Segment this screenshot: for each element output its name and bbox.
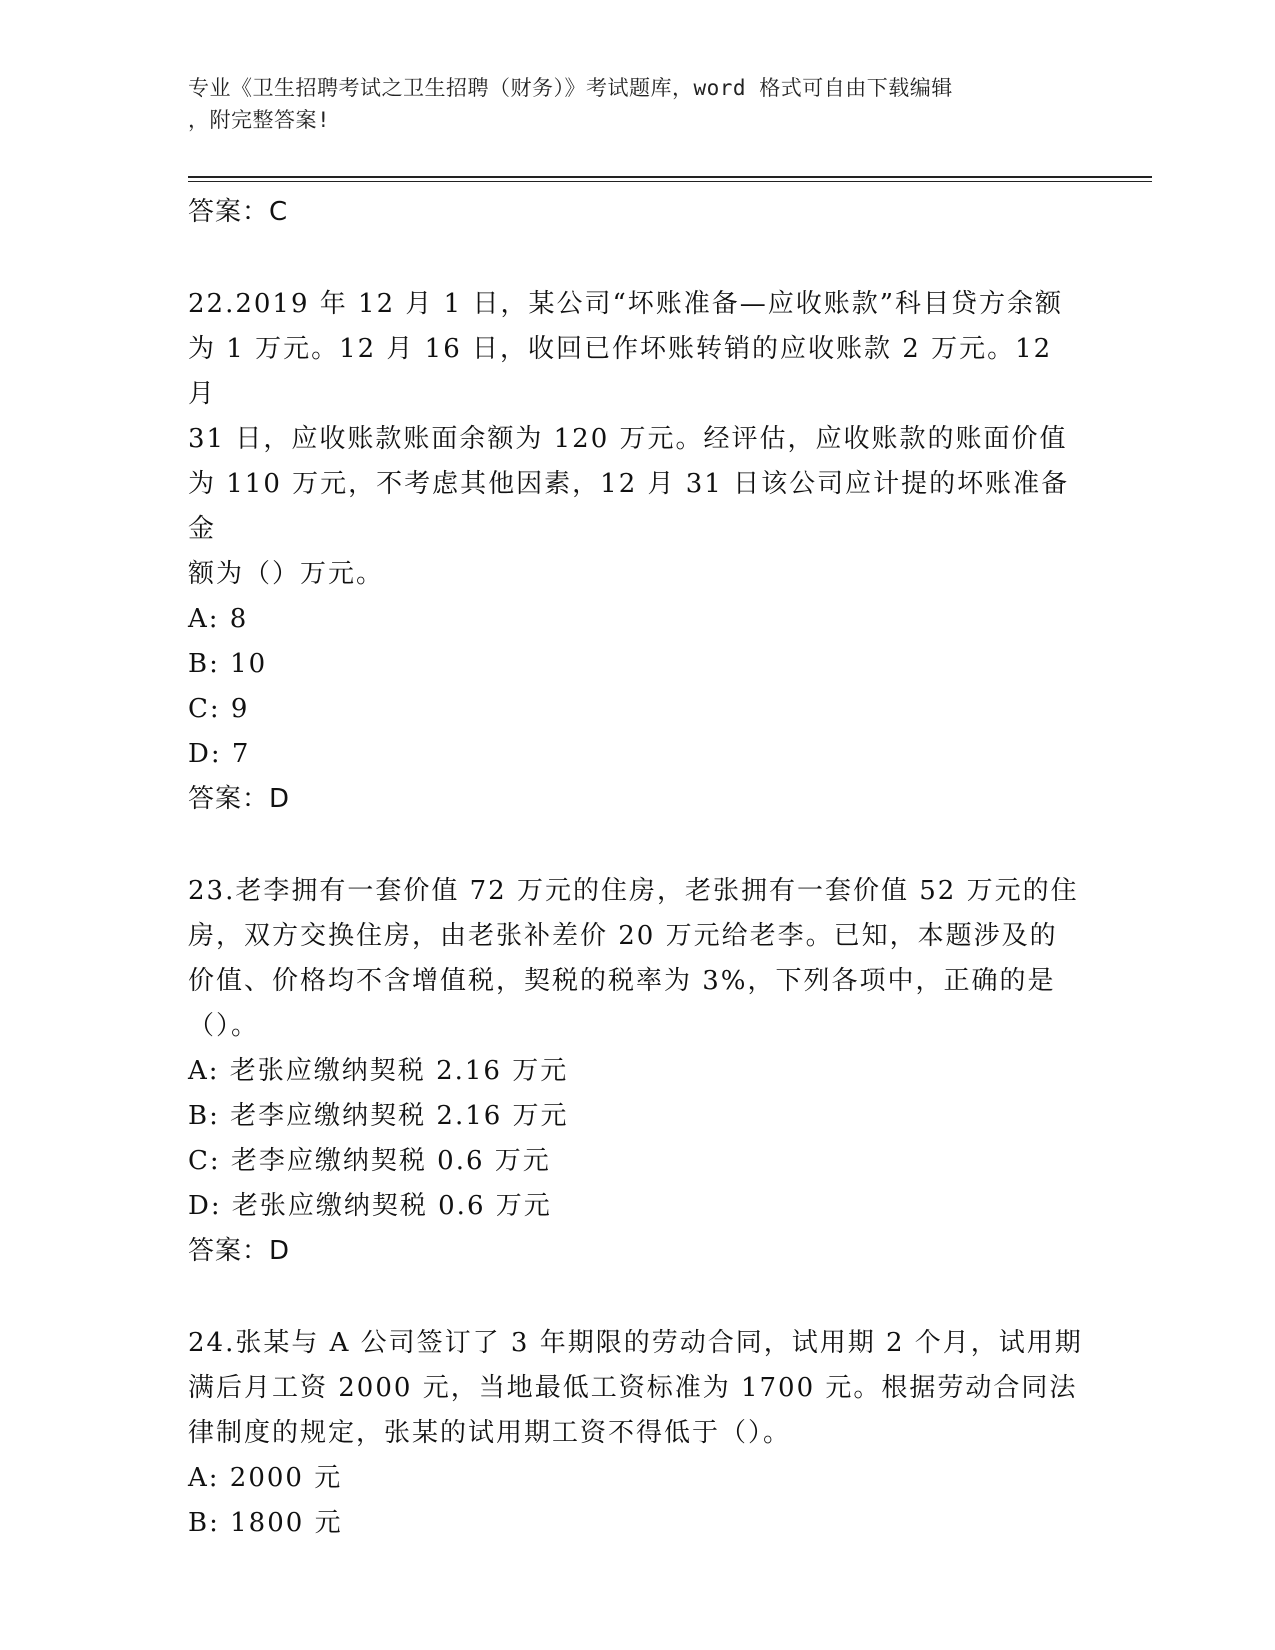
- question-stem-line: 为 110 万元，不考虑其他因素，12 月 31 日该公司应计提的坏账准备金: [188, 469, 1070, 544]
- header-line-1: 专业《卫生招聘考试之卫生招聘（财务）》考试题库，word 格式可自由下载编辑: [188, 76, 953, 100]
- document-content: [188, 190, 1088, 1546]
- question-stem-line: 24.张某与 A 公司签订了 3 年期限的劳动合同，试用期 2 个月，试用期: [188, 1328, 1083, 1358]
- question-stem: [188, 1321, 1088, 1456]
- option-d: D: 7: [188, 739, 251, 769]
- option-a: A: 2000 元: [188, 1463, 343, 1493]
- option-a: A: 老张应缴纳契税 2.16 万元: [188, 1056, 569, 1086]
- question-22: [188, 282, 1088, 821]
- header-divider-thin: [188, 181, 1152, 182]
- question-stem-line: 价值、价格均不含增值税，契税的税率为 3%，下列各项中，正确的是: [188, 966, 1056, 996]
- question-stem-line: 31 日，应收账款账面余额为 120 万元。经评估，应收账款的账面价值: [188, 424, 1068, 454]
- answer-label: 答案：C: [188, 197, 289, 227]
- answer-label: 答案：D: [188, 784, 291, 814]
- answer-label: 答案：D: [188, 1236, 291, 1266]
- question-23: [188, 869, 1088, 1273]
- option-b: B: 老李应缴纳契税 2.16 万元: [188, 1101, 569, 1131]
- question-stem-line: 22.2019 年 12 月 1 日，某公司“坏账准备—应收账款”科目贷方余额: [188, 289, 1064, 319]
- question-stem: [188, 869, 1088, 1049]
- option-b: B: 1800 元: [188, 1508, 343, 1538]
- option-c: C: 9: [188, 694, 250, 724]
- option-b: B: 10: [188, 649, 268, 679]
- document-header: [188, 72, 1068, 136]
- option-d: D: 老张应缴纳契税 0.6 万元: [188, 1191, 552, 1221]
- question-stem-line: 23.老李拥有一套价值 72 万元的住房，老张拥有一套价值 52 万元的住: [188, 876, 1079, 906]
- header-divider-thick: [188, 176, 1152, 178]
- question-stem-line: 房，双方交换住房，由老张补差价 20 万元给老李。已知，本题涉及的: [188, 921, 1058, 951]
- question-stem-line: 为 1 万元。12 月 16 日，收回已作坏账转销的应收账款 2 万元。12 月: [188, 334, 1053, 409]
- question-24: [188, 1321, 1088, 1546]
- question-stem-line: （）。: [188, 1011, 260, 1041]
- option-a: A: 8: [188, 604, 249, 634]
- question-stem-line: 额为（）万元。: [188, 559, 385, 589]
- option-c: C: 老李应缴纳契税 0.6 万元: [188, 1146, 551, 1176]
- question-stem-line: 满后月工资 2000 元，当地最低工资标准为 1700 元。根据劳动合同法: [188, 1373, 1078, 1403]
- question-stem-line: 律制度的规定，张某的试用期工资不得低于（）。: [188, 1418, 792, 1448]
- header-line-2: ，附完整答案!: [188, 108, 331, 132]
- question-stem: [188, 282, 1088, 597]
